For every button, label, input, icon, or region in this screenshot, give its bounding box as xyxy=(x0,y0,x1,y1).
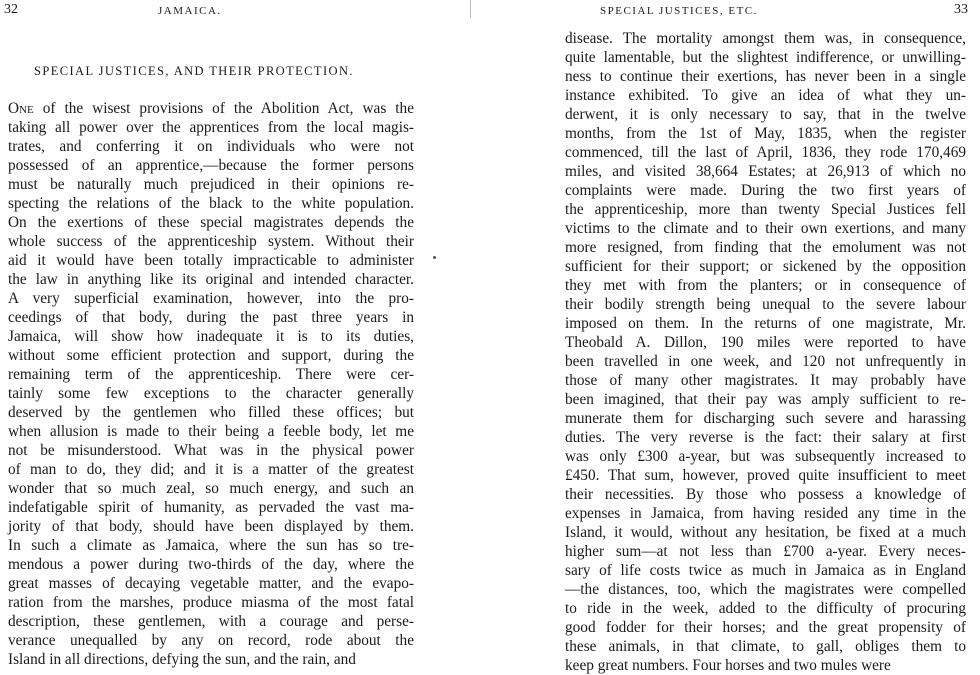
page-number-right: 33 xyxy=(954,2,968,17)
text-line: trates, and conferring it on individuals who were not xyxy=(8,138,414,155)
text-line: imposed on them. In the returns of one magistrate, Mr. xyxy=(565,315,966,332)
text-line: Island, it would, without any hesitation, be fixed at a much xyxy=(565,524,966,541)
text-line: was only £300 a-year, but was subsequently increased to xyxy=(565,448,966,465)
text-line: complaints were made. During the two first years of xyxy=(565,182,966,199)
text-line: commenced, till the last of April, 1836, they rode 170,469 xyxy=(565,144,966,161)
text-line: taking all power over the apprentices from the local magis- xyxy=(8,119,414,136)
text-line: sary of life costs twice as much in Jamaica as in England xyxy=(565,562,966,579)
text-line: more resigned, from finding that the emolument was not xyxy=(565,239,966,256)
text-line: miles, and visited 38,664 Estates; at 26,913 of which no xyxy=(565,163,966,180)
right-page-body xyxy=(565,29,966,675)
running-head-right: SPECIAL JUSTICES, ETC. xyxy=(600,5,758,17)
text-line: deserved by the gentlemen who filled these offices; but xyxy=(8,404,414,421)
text-line: victims to the climate and to their own exertions, and many xyxy=(565,220,966,237)
text-line: tainly some few exceptions to the character generally xyxy=(8,385,414,402)
left-page-body xyxy=(8,99,414,669)
text-line: higher sum—at not less than £700 a-year. Every neces- xyxy=(565,543,966,560)
text-line: verance unequalled by any on record, rode about the xyxy=(8,632,414,649)
text-line: ration from the marshes, produce miasma of the most fatal xyxy=(8,594,414,611)
text-line: ceedings of that body, during the past three years in xyxy=(8,309,414,326)
text-line: indefatigable spirit of humanity, as pervaded the vast ma- xyxy=(8,499,414,516)
right-page xyxy=(490,0,980,674)
text-line: quite lamentable, but the slightest indifference, or unwilling- xyxy=(565,49,966,66)
text-line: —the distances, too, which the magistrates were compelled xyxy=(565,581,966,598)
text-line: mendous a power during two-thirds of the day, where the xyxy=(8,556,414,573)
text-line: been travelled in one week, and 120 not unfrequently in xyxy=(565,353,966,370)
text-line: Theobald A. Dillon, 190 miles were reported to have xyxy=(565,334,966,351)
text-line: In such a climate as Jamaica, where the sun has so tre- xyxy=(8,537,414,554)
text-line: not be misunderstood. What was in the physical power xyxy=(8,442,414,459)
text-line: sufficient for their support; or sickened by the opposition xyxy=(565,258,966,275)
text-line: the apprenticeship, more than twenty Special Justices fell xyxy=(565,201,966,218)
text-line: Jamaica, will show how inadequate it is to its duties, xyxy=(8,328,414,345)
text-line: specting the relations of the black to the white population. xyxy=(8,195,414,212)
text-line: these animals, in that climate, to gall, obliges them to xyxy=(565,638,966,655)
section-title: SPECIAL JUSTICES, AND THEIR PROTECTION. xyxy=(34,64,354,78)
left-page xyxy=(0,0,462,668)
text-line: their bodily strength being unequal to the severe labour xyxy=(565,296,966,313)
text-line: been imagined, that their pay was amply sufficient to re- xyxy=(565,391,966,408)
page-number-left: 32 xyxy=(4,2,18,17)
text-line: Island in all directions, defying the sun, and the rain, and xyxy=(8,651,356,668)
text-line: derwent, it is only necessary to say, that in the twelve xyxy=(565,106,966,123)
text-line: On the exertions of these special magistrates depends the xyxy=(8,214,414,231)
text-line: of man to do, they did; and it is a matter of the greatest xyxy=(8,461,414,478)
text-line: good fodder for their horses; and the great propensity of xyxy=(565,619,966,636)
text-line: great masses of decaying vegetable matter, and the evapo- xyxy=(8,575,414,592)
text-line: without some efficient protection and support, during the xyxy=(8,347,414,364)
text-line: months, from the 1st of May, 1835, when the register xyxy=(565,125,966,142)
text-line: to ride in the week, added to the difficulty of procuring xyxy=(565,600,966,617)
text-line: wonder that so much zeal, so much energy, and such an xyxy=(8,480,414,497)
text-line: aid it would have been totally impracticable to administer xyxy=(8,252,414,269)
text-line: duties. The very reverse is the fact: their salary at first xyxy=(565,429,966,446)
text-line: jority of that body, should have been displayed by them. xyxy=(8,518,414,535)
text-line: A very superficial examination, however, into the pro- xyxy=(8,290,414,307)
text-line: expenses in Jamaica, from having resided any time in the xyxy=(565,505,966,522)
text-line: ness to continue their exertions, has never been in a single xyxy=(565,68,966,85)
page-gutter xyxy=(470,0,471,18)
text-line: £450. That sum, however, proved quite insufficient to meet xyxy=(565,467,966,484)
text-line: whole success of the apprenticeship system. Without their xyxy=(8,233,414,250)
running-head-left: JAMAICA. xyxy=(158,5,222,17)
text-line: possessed of an apprentice,—because the former persons xyxy=(8,157,414,174)
text-line: munerate them for discharging such severe and harassing xyxy=(565,410,966,427)
text-line: those of many other magistrates. It may probably have xyxy=(565,372,966,389)
text-line: the law in anything like its original and intended character. xyxy=(8,271,414,288)
text-line: must be naturally much prejudiced in their opinions re- xyxy=(8,176,414,193)
text-line: instance exhibited. To give an idea of what they un- xyxy=(565,87,966,104)
text-line: remaining term of the apprenticeship. There were cer- xyxy=(8,366,414,383)
ink-speck xyxy=(433,256,436,259)
text-line: they met with from the planters; or in consequence of xyxy=(565,277,966,294)
text-line: disease. The mortality amongst them was, in consequence, xyxy=(565,30,966,47)
text-line: description, these gentlemen, with a courage and perse- xyxy=(8,613,414,630)
text-line: One of the wisest provisions of the Abolition Act, was the xyxy=(8,100,414,117)
text-line: keep great numbers. Four horses and two mules were xyxy=(565,657,891,674)
text-line: when allusion is made to their being a feeble body, let me xyxy=(8,423,414,440)
text-line: their necessities. By those who possess a knowledge of xyxy=(565,486,966,503)
